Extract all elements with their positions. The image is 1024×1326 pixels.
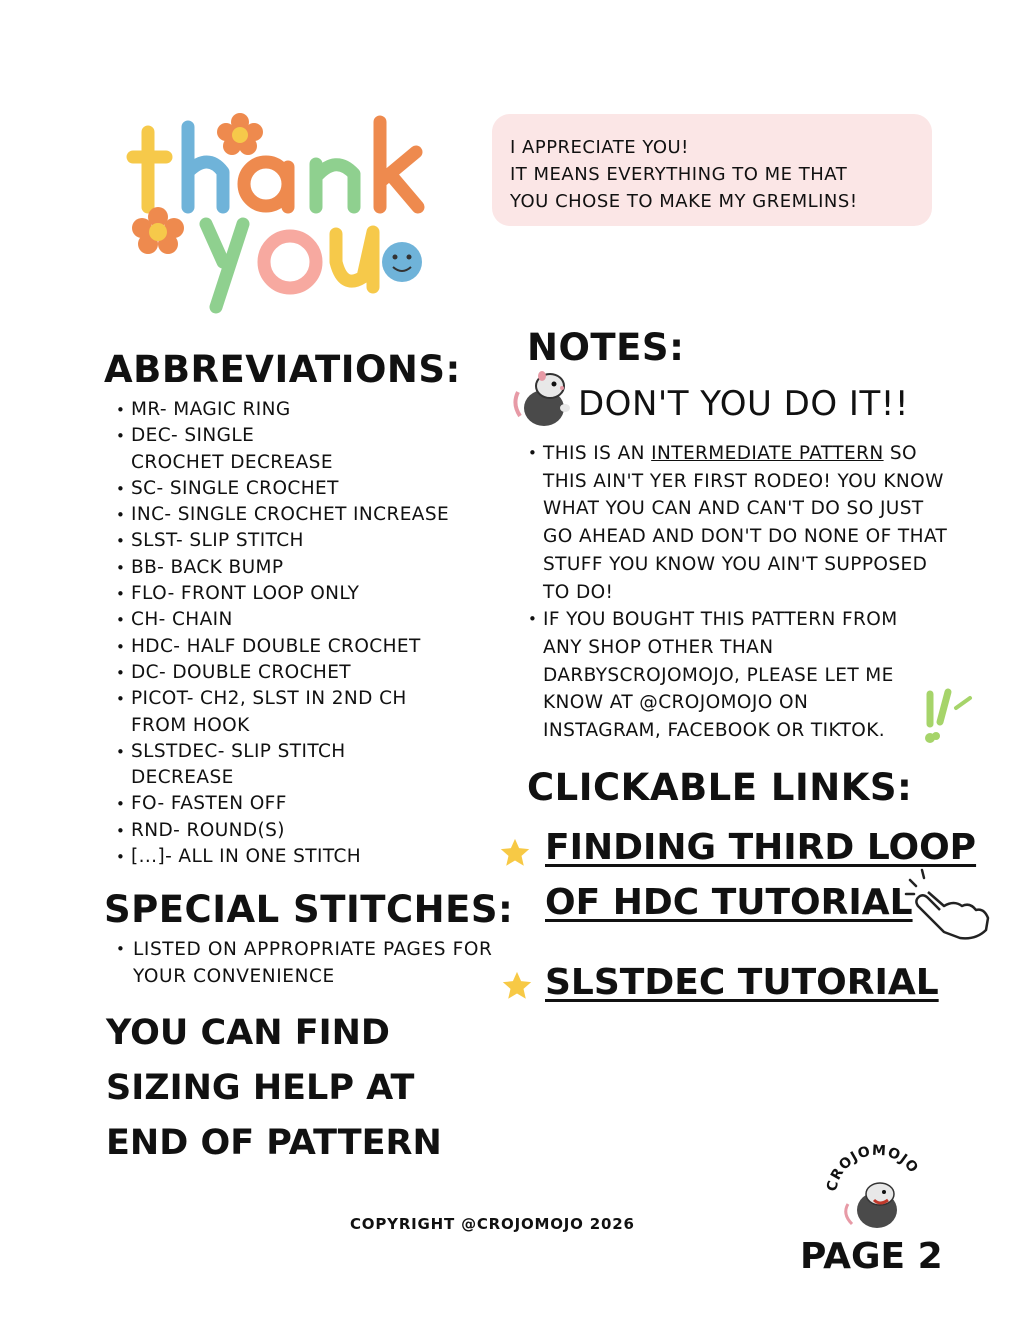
list-item: • IF YOU BOUGHT THIS PATTERN FROM ANY SHOP OTHER THAN DARBYSCROJOMOJO, PLEASE LET ME KNOW AT @CROJOMOJO ON INSTAGRAM, FACEBOOK OR TIKTOK. xyxy=(528,606,958,745)
notes-subheading: DON'T YOU DO IT!! xyxy=(578,384,909,424)
appreciation-line-1: I APPRECIATE YOU! xyxy=(510,137,689,158)
list-item: • SLST- SLIP STITCH xyxy=(116,528,496,554)
special-stitches-list xyxy=(116,936,496,990)
link-line-2: OF HDC TUTORIAL xyxy=(545,882,913,923)
list-item: • FLO- FRONT LOOP ONLY xyxy=(116,581,496,607)
crojomojo-logo xyxy=(822,1144,932,1239)
list-item: • DEC- SINGLE CROCHET DECREASE xyxy=(116,423,496,476)
list-item: • INC- SINGLE CROCHET INCREASE xyxy=(116,502,496,528)
note-text: SO THIS AIN'T YER FIRST RODEO! YOU KNOW WHAT YOU CAN AND CAN'T DO SO JUST GO AHEAD AND DON'T DO NONE OF THAT STUFF YOU KNOW YOU AIN'T SUPPOSED TO DO! xyxy=(543,443,948,603)
list-item: • HDC- HALF DOUBLE CROCHET xyxy=(116,634,496,660)
pointing-hand-icon xyxy=(904,866,994,942)
smiley-icon xyxy=(382,242,422,282)
abbreviations-list xyxy=(116,397,496,870)
link-line-1: FINDING THIRD LOOP xyxy=(545,827,977,868)
slstdec-tutorial-link[interactable]: SLSTDEC TUTORIAL xyxy=(545,962,939,1003)
list-item: • SC- SINGLE CROCHET xyxy=(116,476,496,502)
notes-heading: NOTES: xyxy=(527,326,685,369)
logo-text: CROJOMOJO xyxy=(824,1144,922,1193)
notes-list xyxy=(528,440,958,745)
list-item: • SLSTDEC- SLIP STITCH DECREASE xyxy=(116,739,496,792)
intermediate-pattern-text: INTERMEDIATE PATTERN xyxy=(651,443,884,464)
list-item: • DC- DOUBLE CROCHET xyxy=(116,660,496,686)
thank-you-graphic xyxy=(118,112,438,327)
star-icon xyxy=(498,836,532,870)
list-item: • LISTED ON APPROPRIATE PAGES FOR YOUR CONVENIENCE xyxy=(116,936,496,990)
copyright-text: COPYRIGHT @CROJOMOJO 2026 xyxy=(350,1215,635,1233)
possum-icon xyxy=(510,364,578,432)
list-item: • CH- CHAIN xyxy=(116,607,496,633)
list-item: • BB- BACK BUMP xyxy=(116,555,496,581)
list-item: • RND- ROUND(S) xyxy=(116,818,496,844)
list-item: • MR- MAGIC RING xyxy=(116,397,496,423)
list-item: • PICOT- CH2, SLST IN 2ND CH FROM HOOK xyxy=(116,686,496,739)
star-icon xyxy=(500,969,534,1003)
special-stitches-heading: SPECIAL STITCHES: xyxy=(104,888,514,931)
abbreviations-heading: ABBREVIATIONS: xyxy=(104,348,461,391)
appreciation-line-3: YOU CHOSE TO MAKE MY GREMLINS! xyxy=(510,191,858,212)
appreciation-line-2: IT MEANS EVERYTHING TO ME THAT xyxy=(510,164,848,185)
note-text: THIS IS AN xyxy=(543,443,652,464)
page-number: PAGE 2 xyxy=(800,1236,943,1277)
list-item: • [...]- ALL IN ONE STITCH xyxy=(116,844,496,870)
sizing-note: YOU CAN FIND SIZING HELP AT END OF PATTERN xyxy=(106,1013,442,1163)
appreciation-box xyxy=(492,114,932,226)
list-item: • FO- FASTEN OFF xyxy=(116,791,496,817)
list-item xyxy=(528,440,958,606)
clickable-links-heading: CLICKABLE LINKS: xyxy=(527,766,913,809)
exclamation-icon xyxy=(918,686,974,750)
